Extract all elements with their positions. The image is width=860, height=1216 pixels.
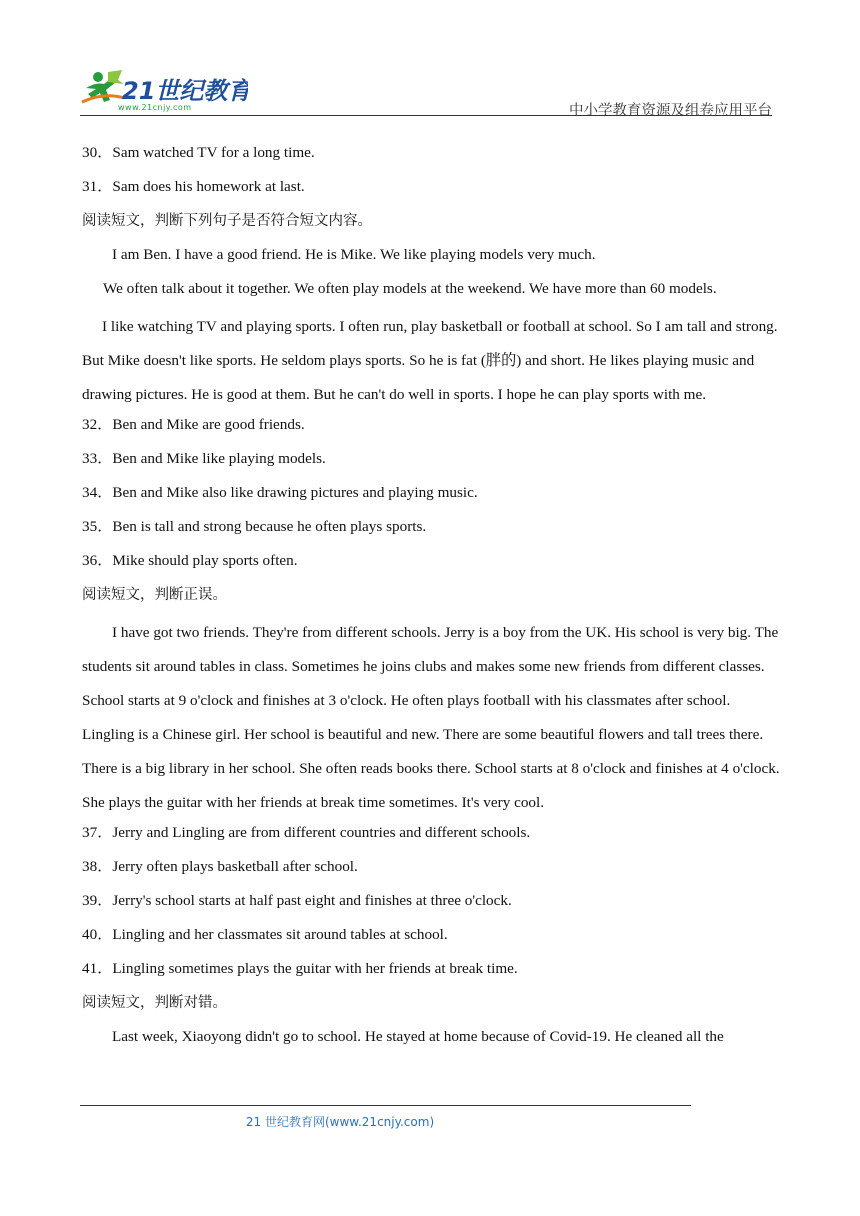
footer-divider	[80, 1105, 691, 1106]
text-line-q33: 33．Ben and Mike like playing models.	[82, 450, 326, 467]
text-line-q32: 32．Ben and Mike are good friends.	[82, 416, 305, 433]
text-line-p1b: We often talk about it together. We often play models at the weekend. We have more than 60 models.	[103, 280, 717, 297]
text-line-q36: 36．Mike should play sports often.	[82, 552, 298, 569]
text-line-instr2: 阅读短文，判断正误。	[82, 587, 227, 603]
text-line-p3: Last week, Xiaoyong didn't go to school. He stayed at home because of Covid-19. He cleaned all the	[112, 1028, 724, 1045]
svg-text:www.21cnjy.com: www.21cnjy.com	[118, 103, 192, 112]
header-platform-text: 中小学教育资源及组卷应用平台	[569, 103, 772, 119]
text-line-q38: 38．Jerry often plays basketball after school.	[82, 858, 358, 875]
text-line-q41: 41．Lingling sometimes plays the guitar with her friends at break time.	[82, 960, 518, 977]
text-line-q30: 30．Sam watched TV for a long time.	[82, 144, 315, 161]
document-body	[82, 140, 784, 1058]
text-line-instr1: 阅读短文，判断下列句子是否符合短文内容。	[82, 213, 372, 229]
svg-text:21世纪教育: 21世纪教育	[122, 77, 248, 105]
text-line-q35: 35．Ben is tall and strong because he often plays sports.	[82, 518, 427, 535]
text-line-q40: 40．Lingling and her classmates sit around tables at school.	[82, 926, 448, 943]
text-line-q34: 34．Ben and Mike also like drawing pictures and playing music.	[82, 484, 478, 501]
site-logo	[78, 68, 248, 112]
text-line-p1c: I like watching TV and playing sports. I often run, play basketball or football at school. So I am tall and strong. But Mike doesn't like sports. He seldom plays sports. So he is fat (胖的) and short. He likes playing music and drawing pictures. He is good at them. But he can't do well in sports. I hope he can play sports with me.	[82, 318, 778, 403]
text-line-p2: I have got two friends. They're from different schools. Jerry is a boy from the UK. His school is very big. The students sit around tables in class. Sometimes he joins clubs and makes some new friends from different classes. School starts at 9 o'clock and finishes at 3 o'clock. He often plays football with his classmates after school. Lingling is a Chinese girl. Her school is beautiful and new. There are some beautiful flowers and tall trees there. There is a big library in her school. She often reads books there. School starts at 8 o'clock and finishes at 4 o'clock. She plays the guitar with her friends at break time sometimes. It's very cool.	[82, 624, 780, 811]
text-line-instr3: 阅读短文，判断对错。	[82, 995, 227, 1011]
runner-logo-icon	[82, 70, 124, 102]
text-line-q37: 37．Jerry and Lingling are from different countries and different schools.	[82, 824, 531, 841]
text-line-p1a: I am Ben. I have a good friend. He is Mike. We like playing models very much.	[112, 246, 596, 263]
text-line-q39: 39．Jerry's school starts at half past eight and finishes at three o'clock.	[82, 892, 512, 909]
text-line-q31: 31．Sam does his homework at last.	[82, 178, 305, 195]
header-divider	[80, 115, 772, 116]
footer-site-text: 21 世纪教育网(www.21cnjy.com)	[245, 1115, 435, 1129]
